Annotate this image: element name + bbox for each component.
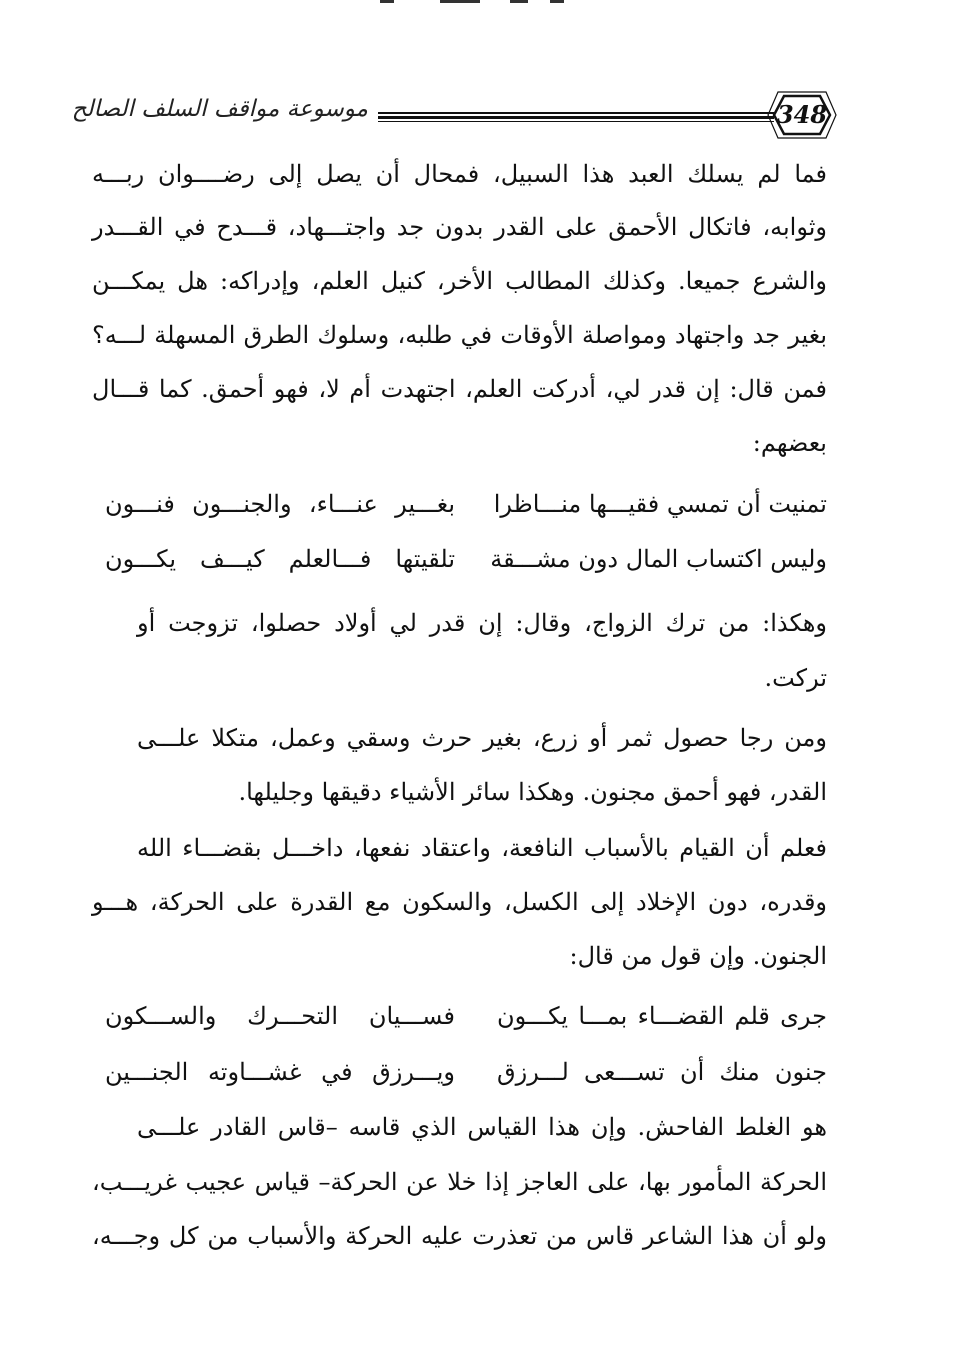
verse-first-hemistich: جرى قلم القضـــاء بمـــا يكـــون bbox=[497, 1002, 827, 1030]
verse-first-hemistich: تمنيت أن تمسي فقيـــها منـــاظرا bbox=[493, 490, 827, 518]
text-line: وثوابه، فاتكال الأحمق على القدر بدون جد واجتـــهاد، قـــدح في القـــدر bbox=[92, 213, 827, 241]
text-line: وهكذا: من ترك الزواج، وقال: إن قدر لي أولاد حصلوا، تزوجت أو bbox=[137, 609, 827, 637]
text-line: فما لم يسلك العبد هذا السبيل، فمحال أن يصل إلى رضــــوان ربـــه bbox=[92, 160, 827, 188]
text-line: القدر، فهو أحمق مجنون. وهكذا سائر الأشياء دقيقها وجليلها. bbox=[238, 778, 827, 806]
text-line: ومن رجا حصول ثمر أو زرع، بغير حرث وسقي وعمل، متكلا علـــى bbox=[137, 724, 827, 752]
verse-second-hemistich: ويـــرزق في غشـــاوته الجنـــين bbox=[105, 1058, 455, 1086]
text-line: بعضهم: bbox=[752, 429, 827, 457]
text-line: والشرع جميعا. وكذلك المطالب الأخر، كنيل العلم، وإدراكه: هل يمكـــن bbox=[92, 267, 827, 295]
scan-marks bbox=[380, 0, 580, 8]
text-line: هو الغلط الفاحش. وإن هذا القياس الذي قاسه –قاس القادر علـــى bbox=[137, 1113, 827, 1141]
verse-second-hemistich: فســـيان التحـــرك والســـكون bbox=[105, 1002, 455, 1030]
verse-second-hemistich: تلقيتها فـــالعلم كيـــف يكـــون bbox=[105, 545, 455, 573]
text-line: ولو أن هذا الشاعر قاس من تعذرت عليه الحركة والأسباب من كل وجـــه، bbox=[92, 1222, 827, 1250]
page-number-badge bbox=[764, 90, 840, 140]
text-line: تركت. bbox=[764, 664, 827, 692]
text-line: فعلم أن القيام بالأسباب النافعة، واعتقاد نفعها، داخـــل بقضـــاء الله bbox=[137, 834, 827, 862]
verse-second-hemistich: بغـــير عنـــاء، والجنـــون فنـــون bbox=[105, 490, 455, 518]
text-line: بغير جد واجتهاد ومواصلة الأوقات في طلبه، وسلوك الطرق المسهلة لـــه؟ bbox=[92, 321, 827, 349]
text-line: فمن قال: إن قدر لي، أدركت العلم، اجتهدت أم لا، فهو أحمق. كما قـــال bbox=[92, 375, 827, 403]
text-line: الحركة المأمور بها، على العاجز إذا خلا عن الحركة– قياس عجيب غريـــب، bbox=[92, 1168, 827, 1196]
header-rule bbox=[378, 112, 774, 122]
verse-first-hemistich: وليس اكتساب المال دون مشـــقة bbox=[490, 545, 827, 573]
page-number: 348 bbox=[776, 100, 828, 129]
book-title: موسوعة مواقف السلف الصالح bbox=[71, 96, 368, 122]
verse-first-hemistich: جنون منك أن تســـعى لـــرزق bbox=[497, 1058, 827, 1086]
text-line: الجنون. وإن قول من قال: bbox=[569, 942, 827, 970]
running-header bbox=[71, 90, 838, 140]
text-line: وقدره، دون الإخلاد إلى الكسل، والسكون مع القدرة على الحركة، هـــو bbox=[92, 888, 827, 916]
